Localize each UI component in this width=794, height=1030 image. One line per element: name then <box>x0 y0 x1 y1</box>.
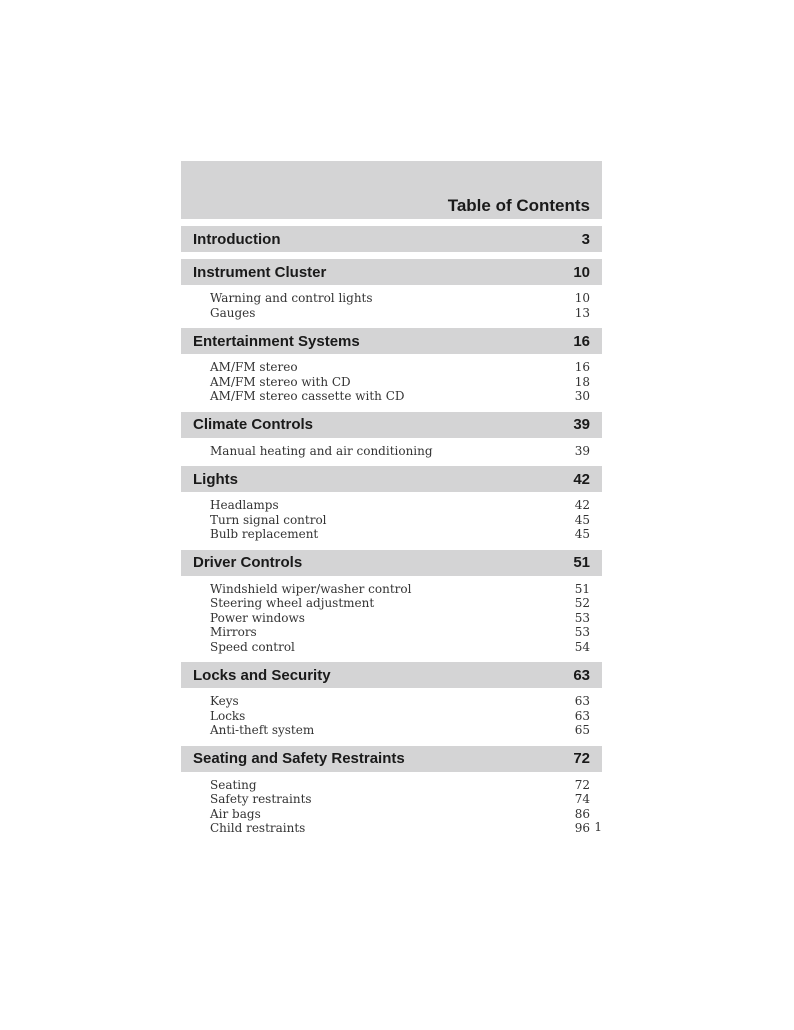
section-header <box>181 662 602 688</box>
section-page: 10 <box>573 263 590 281</box>
toc-entry <box>210 498 590 513</box>
section-title: Instrument Cluster <box>193 263 327 281</box>
toc-entry <box>210 821 590 836</box>
entry-label: Bulb replacement <box>210 527 319 541</box>
toc-entry <box>210 807 590 822</box>
toc-sections <box>181 226 602 837</box>
entry-page: 63 <box>574 708 590 723</box>
entry-page: 45 <box>574 512 590 527</box>
entry-label: Safety restraints <box>210 792 312 806</box>
toc-entry <box>210 611 590 626</box>
entry-label: Headlamps <box>210 498 279 512</box>
section-page: 39 <box>573 416 590 433</box>
entry-page: 53 <box>574 625 590 639</box>
section-page: 3 <box>581 230 590 248</box>
entry-page: 52 <box>574 596 590 610</box>
section-title: Driver Controls <box>193 554 303 571</box>
toc-entry <box>210 360 590 375</box>
entry-page: 72 <box>574 777 590 792</box>
section-title: Entertainment Systems <box>193 332 360 350</box>
page-title: Table of Contents <box>447 196 590 215</box>
section-entries <box>181 576 602 656</box>
section-entries <box>181 438 602 460</box>
entry-label: AM/FM stereo cassette with CD <box>210 389 405 403</box>
table-of-contents <box>181 161 602 837</box>
entry-label: Air bags <box>210 806 261 821</box>
entry-page: 10 <box>574 291 590 305</box>
section-title: Lights <box>193 470 238 488</box>
entry-page: 65 <box>574 723 590 737</box>
entry-label: Gauges <box>210 305 256 320</box>
section-header <box>181 412 602 438</box>
entry-page: 74 <box>574 792 590 806</box>
entry-label: Keys <box>210 694 239 708</box>
entry-label: Power windows <box>210 610 305 625</box>
section-page: 51 <box>573 554 590 571</box>
section-header <box>181 328 602 354</box>
section-entries <box>181 492 602 543</box>
entry-page: 39 <box>574 443 590 458</box>
entry-label: Child restraints <box>210 821 306 835</box>
entry-label: Steering wheel adjustment <box>210 596 375 610</box>
entry-label: Speed control <box>210 639 295 654</box>
entry-page: 51 <box>574 581 590 596</box>
toc-entry <box>210 527 590 542</box>
section-header <box>181 259 602 285</box>
page-number: 1 <box>594 820 602 834</box>
section-title: Introduction <box>193 230 281 248</box>
entry-page: 53 <box>574 610 590 625</box>
toc-entry <box>210 596 590 611</box>
toc-entry <box>210 375 590 390</box>
section-page: 42 <box>573 470 590 488</box>
entry-page: 16 <box>574 360 590 374</box>
entry-label: Mirrors <box>210 625 257 639</box>
entry-label: Manual heating and air conditioning <box>210 443 433 458</box>
section-entries <box>181 285 602 321</box>
entry-label: Windshield wiper/washer control <box>210 581 412 596</box>
section-title: Climate Controls <box>193 416 314 433</box>
entry-label: Seating <box>210 777 257 792</box>
toc-entry <box>210 291 590 306</box>
section-entries <box>181 688 602 739</box>
title-band <box>181 161 602 219</box>
entry-page: 96 <box>574 821 590 835</box>
toc-entry <box>210 444 590 459</box>
toc-entry <box>210 694 590 709</box>
entry-page: 13 <box>574 305 590 320</box>
entry-page: 63 <box>574 694 590 708</box>
entry-label: AM/FM stereo with CD <box>210 374 351 389</box>
section-entries <box>181 772 602 837</box>
toc-entry <box>210 709 590 724</box>
section-title: Seating and Safety Restraints <box>193 750 405 767</box>
entry-label: Warning and control lights <box>210 291 373 305</box>
entry-page: 42 <box>574 498 590 512</box>
entry-page: 18 <box>574 374 590 389</box>
entry-label: Locks <box>210 708 246 723</box>
entry-label: Anti-theft system <box>210 723 315 737</box>
toc-entry <box>210 778 590 793</box>
section-entries <box>181 354 602 405</box>
section-page: 16 <box>573 332 590 350</box>
section-header <box>181 466 602 492</box>
entry-label: AM/FM stereo <box>210 360 298 374</box>
toc-entry <box>210 792 590 807</box>
section-page: 72 <box>573 750 590 767</box>
entry-page: 45 <box>574 527 590 541</box>
toc-entry <box>210 306 590 321</box>
section-page: 63 <box>573 666 590 684</box>
entry-page: 30 <box>574 389 590 403</box>
entry-page: 86 <box>574 806 590 821</box>
section-header <box>181 550 602 576</box>
toc-entry <box>210 513 590 528</box>
toc-entry <box>210 723 590 738</box>
entry-label: Turn signal control <box>210 512 327 527</box>
toc-entry <box>210 640 590 655</box>
entry-page: 54 <box>574 639 590 654</box>
section-title: Locks and Security <box>193 666 331 684</box>
section-header <box>181 746 602 772</box>
toc-entry <box>210 582 590 597</box>
section-header <box>181 226 602 252</box>
toc-entry <box>210 389 590 404</box>
toc-entry <box>210 625 590 640</box>
